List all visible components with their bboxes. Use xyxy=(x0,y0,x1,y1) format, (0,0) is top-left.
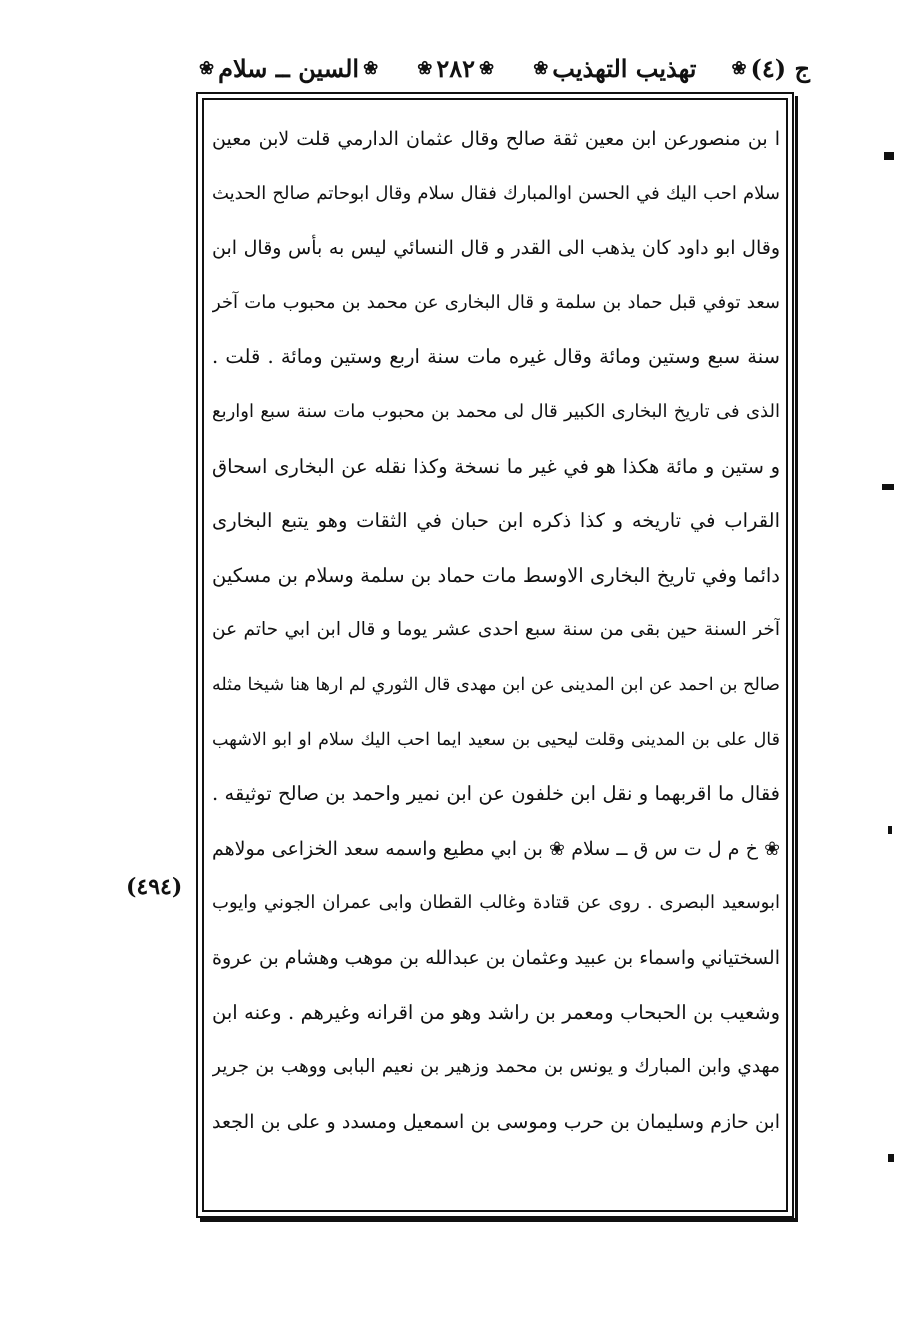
text-line: السختياني واسماء بن عبيد وعثمان بن عبدالله بن موهب وهشام بن عروة xyxy=(212,946,780,969)
text-line: قال على بن المدينى وقلت ليحيى بن سعيد ايما احب اليك سلام او ابو الاشهب xyxy=(212,729,780,750)
ornament-icon: ❀ xyxy=(533,57,549,79)
text-line: و ستين و مائة هكذا هو في غير ما نسخة وكذا نقله عن البخارى اسحاق xyxy=(212,454,780,478)
text-line: آخر السنة حين بقى من سنة سبع احدى عشر يوما و قال ابن ابي حاتم عن xyxy=(212,619,780,641)
header-volume: ج (٤) ❀ xyxy=(731,53,810,83)
text-line: سنة سبع وستين ومائة وقال غيره مات سنة اربع وستين ومائة . قلت . xyxy=(212,345,780,369)
text-line: سعد توفي قبل حماد بن سلمة و قال البخارى عن محمد بن محبوب مات آخر xyxy=(212,291,780,313)
text-line: وقال ابو داود كان يذهب الى القدر و قال النسائي ليس به بأس وقال ابن xyxy=(212,237,780,260)
text-line: سلام احب اليك في الحسن اوالمبارك فقال سلام وقال ابوحاتم صالح الحديث xyxy=(212,182,780,204)
text-line: ابوسعيد البصرى . روى عن قتادة وغالب القطان وابى عمران الجوني وايوب xyxy=(212,892,780,914)
body-text xyxy=(212,112,780,1149)
text-line: دائما وفي تاريخ البخارى الاوسط مات حماد بن سلمة وسلام بن مسكين xyxy=(212,563,780,587)
text-line: الذى فى تاريخ البخارى الكبير قال لى محمد بن محبوب مات سنة سبع اواربع xyxy=(212,400,780,422)
running-header xyxy=(195,48,810,88)
entry-number-margin-note: (٤٩٤) xyxy=(126,874,183,900)
margin-tick-mark xyxy=(888,826,892,834)
ornament-icon: ❀ xyxy=(479,57,495,79)
text-line: مهدي وابن المبارك و يونس بن محمد وزهير بن نعيم البابى ووهب بن جرير xyxy=(212,1056,780,1078)
header-section: ❀ السين ــ سلام ❀ xyxy=(199,53,379,83)
text-line: وشعيب بن الحبحاب ومعمر بن راشد وهو من اقرانه وغيرهم . وعنه ابن xyxy=(212,1000,780,1024)
text-line: القراب في تاريخه و كذا ذكره ابن حبان في الثقات وهو يتبع البخارى xyxy=(212,509,780,533)
ornament-icon: ❀ xyxy=(417,57,433,79)
text-line: صالح بن احمد عن ابن المدينى عن ابن مهدى قال الثوري لم ارها هنا شيخا مثله xyxy=(212,674,780,695)
margin-tick-mark xyxy=(888,1154,894,1162)
text-line: ابن حازم وسليمان بن حرب وموسى بن اسمعيل ومسدد و على بن الجعد xyxy=(212,1110,780,1133)
text-line: ا بن منصورعن ابن معين ثقة صالح وقال عثمان الدارمي قلت لابن معين xyxy=(212,128,780,150)
margin-tick-mark xyxy=(882,484,894,490)
header-page-number: ❀ ٢٨٢ ❀ xyxy=(417,53,495,83)
header-book-title: تهذيب التهذيب ❀ xyxy=(533,53,697,83)
text-line: فقال ما اقربهما و نقل ابن خلفون عن ابن نمير واحمد بن صالح توثيقه . xyxy=(212,782,780,806)
margin-tick-mark xyxy=(884,152,894,160)
entry-heading-line: ❀ خ م ل ت س ق ــ سلام ❀ بن ابي مطيع واسمه سعد الخزاعى مولاهم xyxy=(212,837,780,860)
ornament-icon: ❀ xyxy=(199,57,215,79)
ornament-icon: ❀ xyxy=(363,57,379,79)
ornament-icon: ❀ xyxy=(731,57,747,79)
